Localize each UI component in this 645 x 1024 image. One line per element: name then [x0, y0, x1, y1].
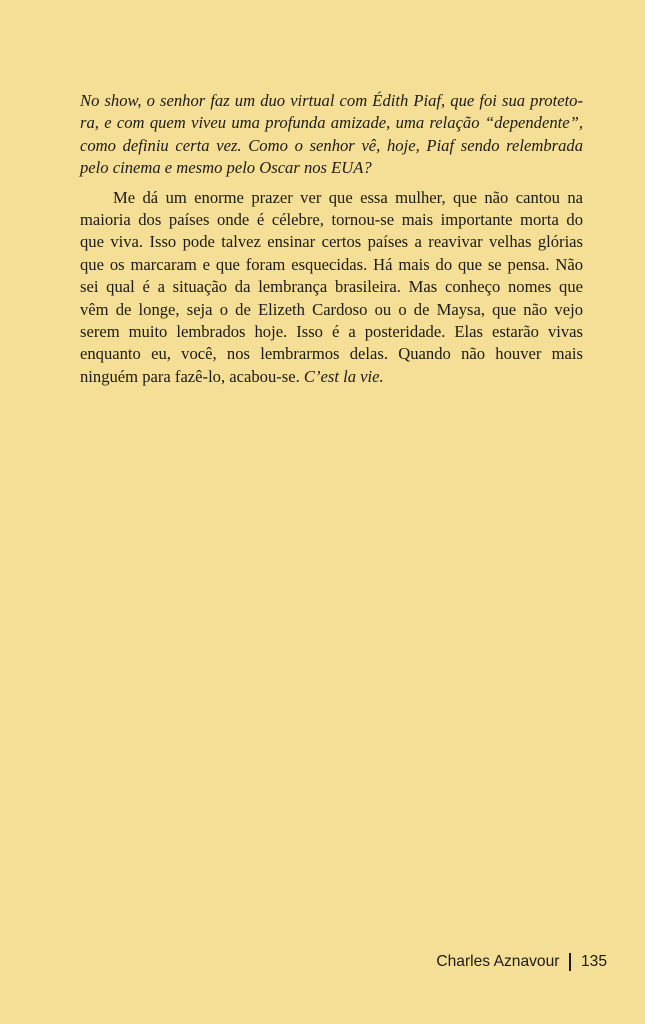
answer-line: sei qual é a situação da lembrança brasileira. Mas conheço nomes que — [80, 277, 583, 297]
answer-line: maioria dos países onde é célebre, tornou-se mais importante morta do — [80, 210, 583, 230]
page-content — [80, 90, 583, 388]
question-line: ra, e com quem viveu uma profunda amizade, uma relação “dependente”, — [80, 113, 583, 133]
answer-line: enquanto eu, você, nos lembrarmos delas. Quando não houver mais — [80, 344, 583, 364]
question-line: pelo cinema e mesmo pelo Oscar nos EUA? — [80, 158, 372, 178]
question-line: No show, o senhor faz um duo virtual com Édith Piaf, que foi sua proteto- — [80, 91, 583, 110]
interview-question — [80, 90, 583, 180]
page-number: 135 — [580, 953, 607, 970]
answer-line: vêm de longe, seja o de Elizeth Cardoso ou o de Maysa, que não vejo — [80, 299, 583, 319]
footer-divider — [569, 953, 571, 971]
answer-last-line — [80, 366, 583, 388]
interview-answer — [80, 187, 583, 389]
running-title: Charles Aznavour — [436, 953, 560, 970]
answer-line: que os marcaram e que foram esquecidas. Há mais do que se pensa. Não — [80, 254, 583, 274]
question-line: como definiu certa vez. Como o senhor vê, hoje, Piaf sendo relembrada — [80, 135, 583, 155]
answer-line: Me dá um enorme prazer ver que essa mulher, que não cantou na — [113, 187, 583, 207]
page-footer — [436, 953, 607, 971]
answer-closing-phrase: C’est la vie. — [303, 366, 384, 386]
answer-last-line-text: ninguém para fazê-lo, acabou-se. — [80, 366, 304, 386]
answer-line: que viva. Isso pode talvez ensinar certos países a reavivar velhas glórias — [80, 232, 583, 252]
answer-line: serem muito lembrados hoje. Isso é a posteridade. Elas estarão vivas — [80, 322, 583, 342]
